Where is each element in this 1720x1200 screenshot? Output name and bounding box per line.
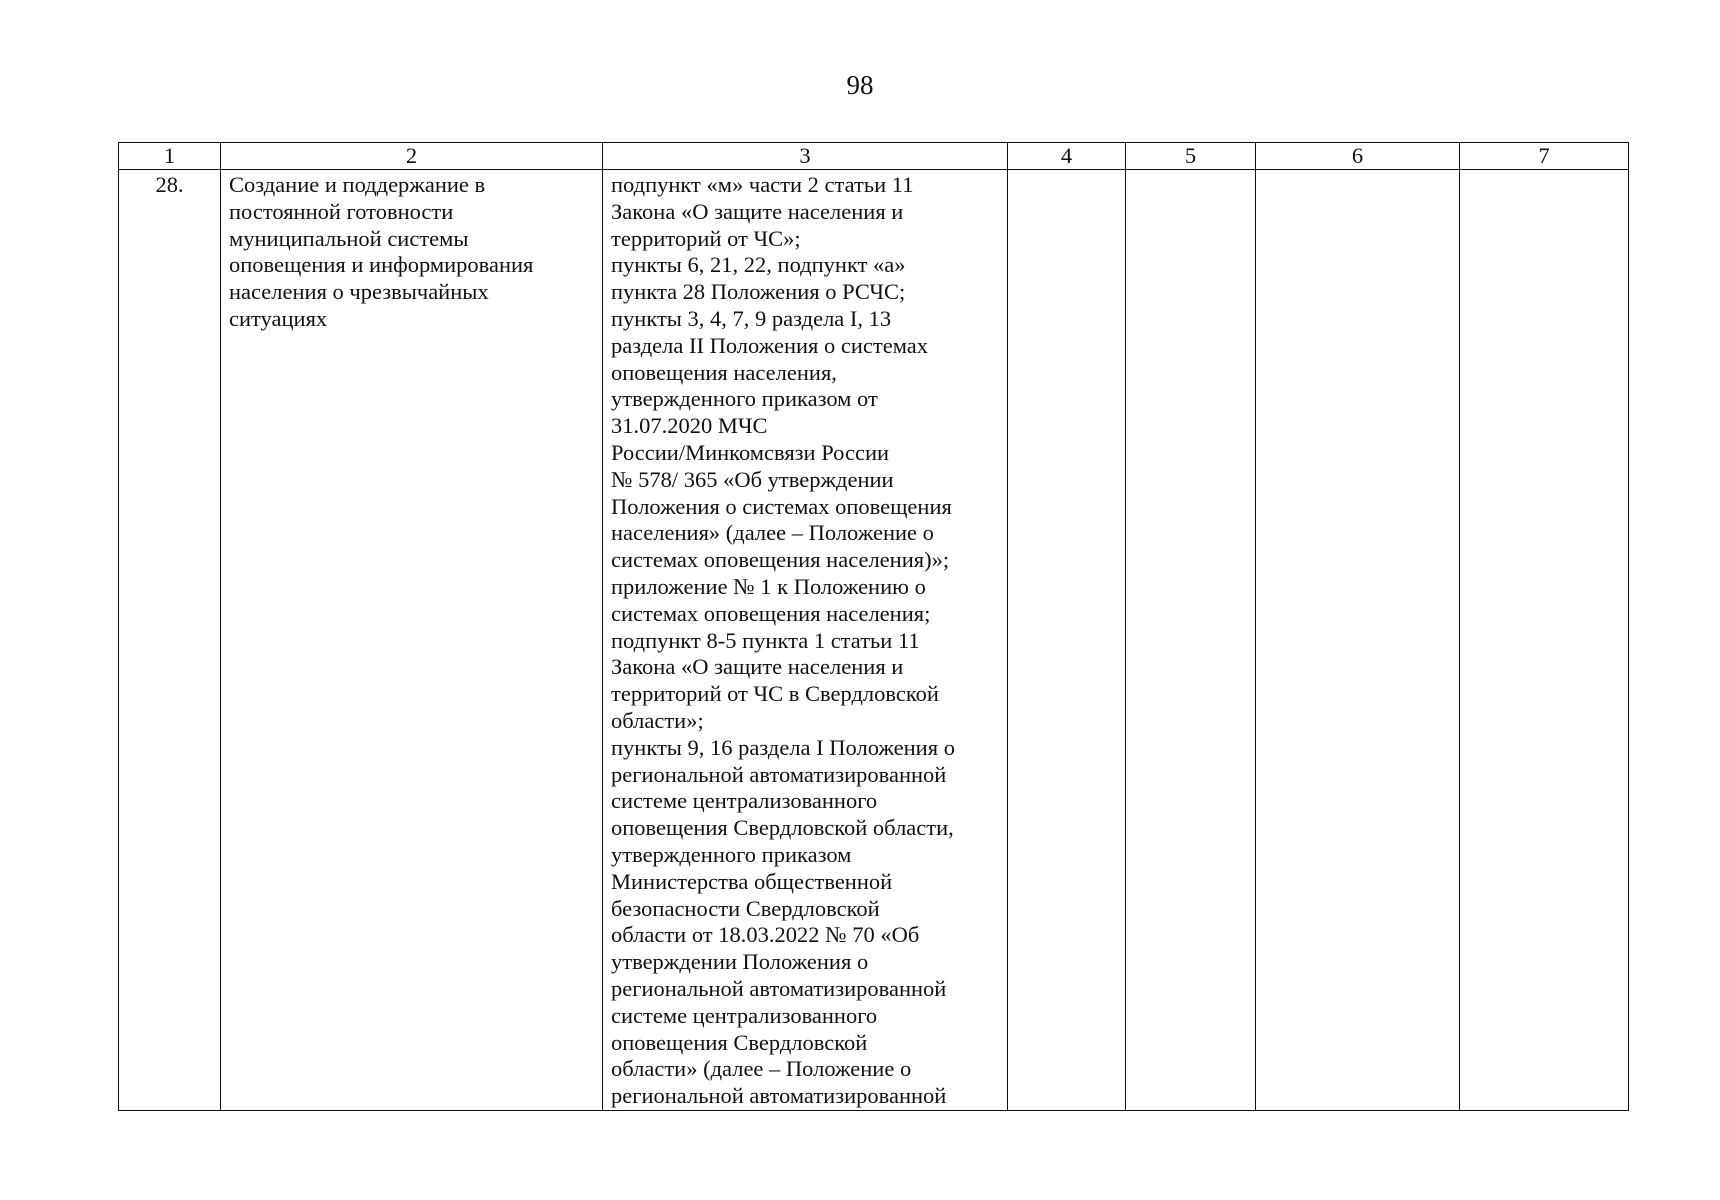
- legal-basis-line: утверждении Положения о: [611, 949, 869, 975]
- legal-basis-line: утвержденного приказом: [611, 841, 852, 867]
- row-number-cell: 28.: [119, 170, 221, 1111]
- column-header-6: 6: [1256, 143, 1460, 170]
- legal-basis-line: Положения о системах оповещения: [611, 493, 952, 519]
- legal-basis-line: пункты 6, 21, 22, подпункт «а»: [611, 252, 906, 278]
- legal-basis-line: системах оповещения населения;: [611, 600, 931, 626]
- activity-name-text: [229, 172, 594, 333]
- legal-basis-line: Министерства общественной: [611, 868, 893, 894]
- activity-name-line: постоянной готовности: [229, 198, 454, 224]
- legal-basis-line: приложение № 1 к Положению о: [611, 573, 926, 599]
- legal-basis-line: подпункт «м» части 2 статьи 11: [611, 172, 914, 197]
- activity-name-line: оповещения и информирования: [229, 252, 534, 278]
- legal-basis-line: территорий от ЧС в Свердловской: [611, 681, 939, 707]
- column-7-cell: [1460, 170, 1629, 1111]
- legal-basis-line: Закона «О защите населения и: [611, 654, 904, 680]
- column-header-5: 5: [1126, 143, 1256, 170]
- column-header-3: 3: [603, 143, 1008, 170]
- legal-basis-text: [611, 172, 999, 1110]
- legal-basis-line: населения» (далее – Положение о: [611, 520, 934, 546]
- column-4-cell: [1008, 170, 1126, 1111]
- legal-basis-line: области» (далее – Положение о: [611, 1056, 912, 1082]
- legal-basis-line: пункта 28 Положения о РСЧС;: [611, 279, 906, 305]
- legal-basis-line: региональной автоматизированной: [611, 975, 947, 1001]
- page-number: 98: [846, 70, 874, 100]
- column-5-cell: [1126, 170, 1256, 1111]
- activity-name-cell: [221, 170, 603, 1111]
- legal-basis-line: № 578/ 365 «Об утверждении: [611, 466, 894, 492]
- activity-name-line: Создание и поддержание в: [229, 172, 486, 197]
- column-header-1: 1: [119, 143, 221, 170]
- column-header-2: 2: [221, 143, 603, 170]
- column-6-cell: [1256, 170, 1460, 1111]
- legal-basis-line: 31.07.2020 МЧС: [611, 413, 768, 439]
- legal-basis-line: территорий от ЧС»;: [611, 225, 801, 251]
- legal-basis-cell: [603, 170, 1008, 1111]
- legal-basis-line: системе централизованного: [611, 1002, 878, 1028]
- legal-basis-line: пункты 9, 16 раздела I Положения о: [611, 734, 955, 760]
- table-row: [119, 170, 1629, 1111]
- legal-basis-line: раздела II Положения о системах: [611, 332, 929, 358]
- legal-basis-line: оповещения Свердловской: [611, 1029, 868, 1055]
- legal-basis-line: системе централизованного: [611, 788, 878, 814]
- legal-basis-line: России/Минкомсвязи России: [611, 439, 890, 465]
- activity-name-line: ситуациях: [229, 305, 328, 331]
- legal-basis-line: системах оповещения населения)»;: [611, 547, 950, 573]
- legal-basis-line: пункты 3, 4, 7, 9 раздела I, 13: [611, 305, 892, 331]
- activity-name-line: муниципальной системы: [229, 225, 469, 251]
- legal-basis-line: подпункт 8-5 пункта 1 статьи 11: [611, 627, 920, 653]
- legal-basis-line: Закона «О защите населения и: [611, 198, 904, 224]
- column-header-4: 4: [1008, 143, 1126, 170]
- regulation-table: [118, 142, 1629, 1111]
- column-header-7: 7: [1460, 143, 1629, 170]
- legal-basis-line: региональной автоматизированной: [611, 1083, 947, 1109]
- legal-basis-line: оповещения населения,: [611, 359, 837, 385]
- legal-basis-line: безопасности Свердловской: [611, 895, 880, 921]
- legal-basis-line: области»;: [611, 707, 704, 733]
- legal-basis-line: региональной автоматизированной: [611, 761, 947, 787]
- legal-basis-line: области от 18.03.2022 № 70 «Об: [611, 922, 920, 948]
- activity-name-line: населения о чрезвычайных: [229, 279, 489, 305]
- table-header-row: [119, 143, 1629, 170]
- legal-basis-line: оповещения Свердловской области,: [611, 815, 954, 841]
- legal-basis-line: утвержденного приказом от: [611, 386, 878, 412]
